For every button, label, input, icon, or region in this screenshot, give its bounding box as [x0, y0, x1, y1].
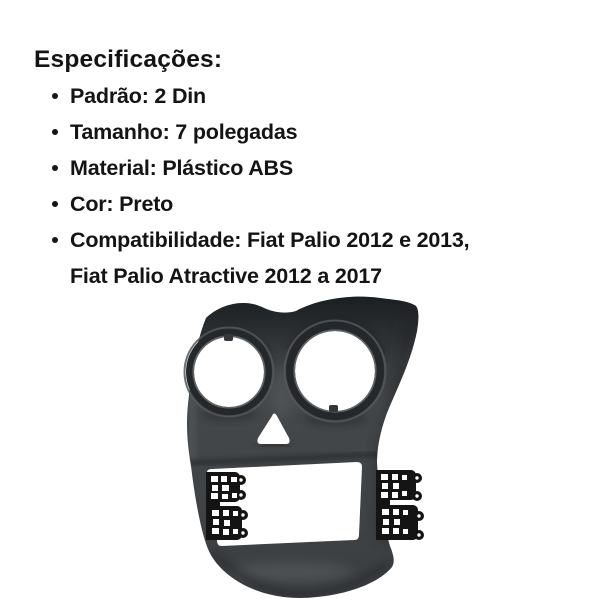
gauge-right-bottom-tab — [329, 405, 338, 412]
spec-item-material — [34, 150, 554, 186]
specifications-heading: Especificações: — [34, 46, 223, 73]
spec-item-text: Tamanho: 7 polegadas — [70, 120, 298, 144]
spec-item-padrao — [34, 78, 554, 114]
specifications-list — [34, 78, 554, 294]
spec-item-text-line2: Fiat Palio Atractive 2012 a 2017 — [70, 264, 382, 288]
spec-item-text: Padrão: 2 Din — [70, 84, 206, 108]
spec-item-tamanho — [34, 114, 554, 150]
spec-item-cor — [34, 186, 554, 222]
spec-item-text: Cor: Preto — [70, 192, 174, 216]
gauge-left-top-tab — [224, 334, 233, 341]
spec-item-compatibilidade — [34, 222, 554, 294]
product-photo-dash-kit — [178, 290, 430, 600]
fascia-panel — [178, 292, 430, 598]
spec-item-text: Material: Plástico ABS — [70, 156, 294, 180]
spec-item-text-line1: Compatibilidade: Fiat Palio 2012 e 2013, — [70, 228, 470, 252]
